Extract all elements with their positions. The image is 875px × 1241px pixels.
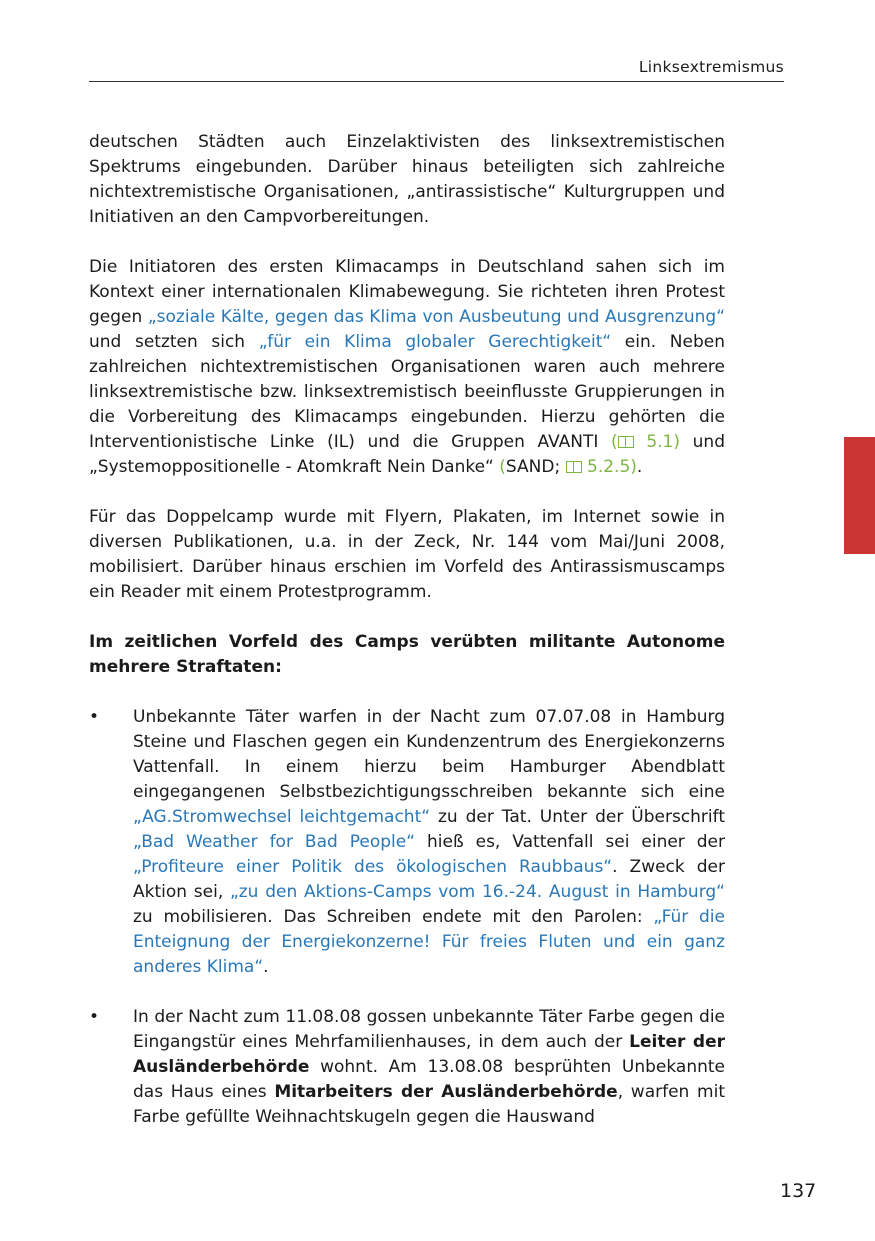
chapter-title: Linksextremismus: [638, 58, 784, 76]
quote: „Profiteure einer Politik des ökologischen Raubbaus“: [133, 857, 613, 877]
quote: „Für die Enteignung der Energiekonzerne! Für freies Fluten und ein ganz anderes Klima“: [133, 907, 725, 977]
paragraph-3: Für das Doppelcamp wurde mit Flyern, Plakaten, im Internet sowie in diversen Publikationen, u.a. in der Zeck, Nr. 144 vom Mai/Juni 2008, mobilisiert. Darüber hinaus erschien im Vorfeld des Antirassismuscamps ein Reader mit einem Protestprogramm.: [89, 507, 725, 602]
book-icon: [618, 436, 634, 448]
emphasis: Leiter der Ausländerbehörde: [133, 1032, 725, 1077]
page-number: 137: [780, 1180, 817, 1202]
quote: „AG.Stromwechsel leichtgemacht“: [133, 807, 431, 827]
book-icon: [566, 461, 582, 473]
list-heading: Im zeitlichen Vorfeld des Camps verübten militante Autonome mehrere Straftaten:: [89, 632, 725, 677]
offense-list: [89, 705, 725, 1130]
chapter-tab-marker: [844, 437, 875, 554]
list-item: • In der Nacht zum 11.08.08 gossen unbekannte Täter Farbe gegen die Eingangstür eines Mehrfamilienhauses, in dem auch der Leiter der Ausländerbehörde wohnt. Am 13.08.08 besprühten Unbekannte das Haus eines Mitarbeiters der Ausländerbehörde, warfen mit Farbe gefüllte Weihnachtskugeln gegen die Hauswand: [89, 1007, 725, 1127]
running-header: [89, 58, 784, 82]
paragraph-2: Die Initiatoren des ersten Klimacamps in Deutschland sahen sich im Kontext einer internationalen Klimabewegung. Sie richteten ihren Protest gegen „soziale Kälte, gegen das Klima von Ausbeutung und Ausgrenzung“ und setzten sich „für ein Klima globaler Gerechtigkeit“ ein. Neben zahlreichen nichtextremistischen Organisationen waren auch mehrere linksextremistische bzw. linksextremistisch beeinflusste Gruppierungen in die Vorbereitung des Klimacamps eingebunden. Hierzu gehörten die Interventionistische Linke (IL) und die Gruppen AVANTI ( 5.1) und „Systemoppositionelle - Atomkraft Nein Danke“ (SAND; 5.2.5).: [89, 257, 726, 477]
quote: „zu den Aktions-Camps vom 16.-24. August in Hamburg“: [229, 882, 725, 902]
page-body: [89, 130, 725, 1155]
paragraph-1: deutschen Städten auch Einzelaktivisten des linksextremistischen Spektrums eingebunden. Darüber hinaus beteiligten sich zahlreiche nichtextremistische Organisationen, „antirassistische“ Kulturgruppen und Initiativen an den Campvorbereitungen.: [89, 132, 725, 227]
emphasis: Mitarbeiters der Ausländerbehörde: [274, 1082, 618, 1102]
bullet-icon: •: [89, 1007, 100, 1027]
cross-reference-link[interactable]: ( 5.1): [611, 432, 680, 452]
list-item: • Unbekannte Täter warfen in der Nacht zum 07.07.08 in Hamburg Steine und Flaschen gegen ein Kundenzentrum des Energiekonzerns Vattenfall. In einem hierzu beim Hamburger Abendblatt eingegangenen Selbstbezichtigungsschreiben bekannte sich eine „AG.Stromwechsel leichtgemacht“ zu der Tat. Unter der Überschrift „Bad Weather for Bad People“ hieß es, Vattenfall sei einer der „Profiteure einer Politik des ökologischen Raubbaus“. Zweck der Aktion sei, „zu den Aktions-Camps vom 16.-24. August in Hamburg“ zu mobilisieren. Das Schreiben endete mit den Parolen: „Für die Enteignung der Energiekonzerne! Für freies Fluten und ein ganz anderes Klima“.: [89, 707, 725, 977]
quote: „soziale Kälte, gegen das Klima von Ausbeutung und Ausgrenzung“: [147, 307, 726, 327]
bullet-icon: •: [89, 707, 100, 727]
quote: „Bad Weather for Bad People“: [133, 832, 416, 852]
quote: „für ein Klima globaler Gerechtigkeit“: [258, 332, 612, 352]
cross-reference-link[interactable]: 5.2.5): [566, 457, 637, 477]
